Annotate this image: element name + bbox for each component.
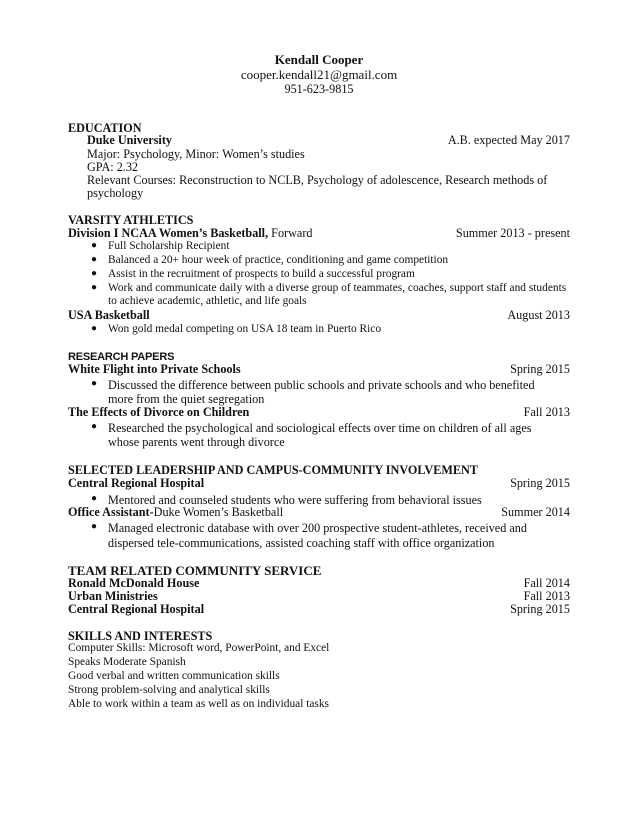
research-paper2-date: Fall 2013 [523, 405, 570, 419]
service-org: Ronald McDonald House [68, 576, 200, 590]
leadership-role1-date: Spring 2015 [510, 476, 570, 490]
skills-line: Speaks Moderate Spanish [68, 656, 186, 668]
leadership-role2-desc: Managed electronic database with over 200 prospective student-athletes, received and [108, 521, 527, 535]
athletics-bullet: Balanced a 20+ hour week of practice, conditioning and game competition [108, 254, 449, 266]
skills-line: Good verbal and written communication skills [68, 670, 280, 682]
athletics-bullet: Full Scholarship Recipient [108, 240, 230, 252]
leadership-role1-title: Central Regional Hospital [68, 476, 205, 490]
candidate-phone: 951-623-9815 [284, 82, 354, 96]
service-heading: TEAM RELATED COMMUNITY SERVICE [68, 563, 322, 578]
service-date: Fall 2014 [523, 576, 570, 590]
bullet-icon: ● [91, 323, 98, 334]
candidate-name: Kendall Cooper [274, 52, 364, 67]
athletics-role1-date: Summer 2013 - present [455, 226, 570, 240]
athletics-role1 [68, 226, 312, 240]
research-paper1-desc-cont: more from the quiet segregation [108, 392, 265, 406]
education-heading: EDUCATION [68, 121, 142, 135]
service-date: Spring 2015 [510, 602, 570, 616]
service-org: Central Regional Hospital [68, 602, 205, 616]
bullet-icon: ● [91, 254, 98, 265]
leadership-role2-desc-cont: dispersed tele-communications, assisted coaching staff with office organization [108, 536, 495, 550]
research-paper1-desc: Discussed the difference between public schools and private schools and who benefited [108, 378, 535, 392]
leadership-role2-org: Duke Women’s Basketball [153, 505, 284, 519]
education-school: Duke University [87, 133, 172, 147]
leadership-role2-date: Summer 2014 [501, 505, 570, 519]
education-courses: Relevant Courses: Reconstruction to NCLB, Psychology of adolescence, Research methods of [87, 173, 548, 187]
athletics-role2-date: August 2013 [507, 308, 570, 322]
skills-line: Able to work within a team as well as on individual tasks [68, 698, 329, 710]
athletics-bullet-cont: to achieve academic, athletic, and life goals [108, 295, 307, 307]
bullet-icon: ● [91, 421, 98, 432]
leadership-role2-title: Office Assistant- [68, 505, 154, 519]
bullet-icon: ● [91, 268, 98, 279]
bullet-icon: ● [91, 493, 98, 504]
athletics-role2-bullet: Won gold medal competing on USA 18 team in Puerto Rico [108, 323, 382, 335]
research-paper1-date: Spring 2015 [510, 362, 570, 376]
bullet-icon: ● [91, 378, 98, 389]
leadership-role2 [68, 505, 283, 519]
skills-heading: SKILLS AND INTERESTS [68, 629, 213, 643]
education-degree: A.B. expected May 2017 [447, 133, 570, 147]
bullet-icon: ● [91, 521, 98, 532]
athletics-bullet: Work and communicate daily with a diverse group of teammates, coaches, support staff and students [108, 282, 567, 294]
service-org: Urban Ministries [68, 589, 158, 603]
bullet-icon: ● [91, 240, 98, 251]
athletics-heading: VARSITY ATHLETICS [68, 213, 194, 227]
athletics-bullet: Assist in the recruitment of prospects to build a successful program [108, 268, 415, 280]
candidate-email: cooper.kendall21@gmail.com [240, 67, 398, 82]
research-paper2-desc: Researched the psychological and sociological effects over time on children of all ages [108, 421, 532, 435]
research-paper2-title: The Effects of Divorce on Children [68, 405, 250, 419]
research-heading: RESEARCH PAPERS [68, 351, 175, 363]
athletics-role1-title: Division I NCAA Women’s Basketball, [68, 226, 269, 240]
education-major: Major: Psychology, Minor: Women’s studies [87, 147, 305, 161]
athletics-role1-position: Forward [268, 226, 313, 240]
bullet-icon: ● [91, 282, 98, 293]
research-paper2-desc-cont: whose parents went through divorce [108, 435, 285, 449]
service-date: Fall 2013 [523, 589, 570, 603]
education-gpa: GPA: 2.32 [87, 160, 139, 174]
education-courses-cont: psychology [87, 186, 144, 200]
skills-line: Strong problem-solving and analytical skills [68, 684, 270, 696]
research-paper1-title: White Flight into Private Schools [68, 362, 241, 376]
skills-line: Computer Skills: Microsoft word, PowerPoint, and Excel [68, 642, 330, 654]
leadership-role1-bullet: Mentored and counseled students who were suffering from behavioral issues [108, 493, 482, 507]
leadership-heading: SELECTED LEADERSHIP AND CAMPUS-COMMUNITY INVOLVEMENT [68, 463, 478, 477]
athletics-role2-title: USA Basketball [68, 308, 150, 322]
